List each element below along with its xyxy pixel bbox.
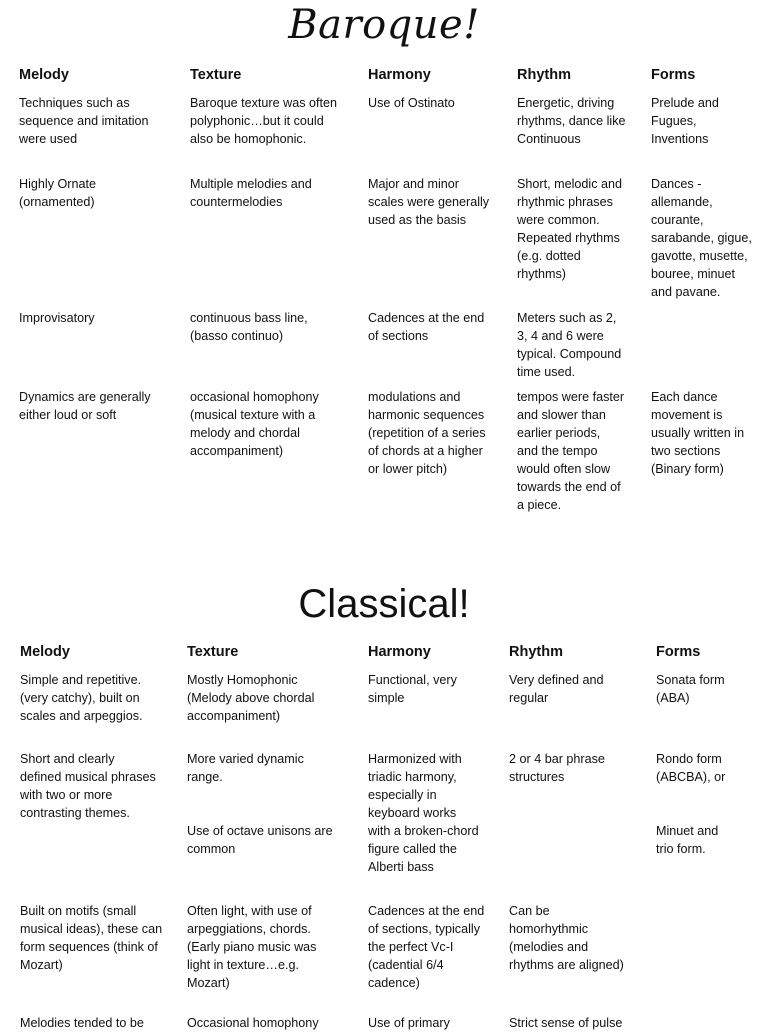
classical-cell-rhythm: Can be homorhythmic (melodies and rhythms are aligned) [509,904,624,972]
classical-cell-harmony: Cadences at the end of sections, typically the perfect Vc-I (cadential 6/4 cadence) [368,904,485,990]
baroque-cell-rhythm: tempos were faster and slower than earlier periods, and the tempo would often slow towards the end of a piece. [517,390,625,512]
classical-cell-texture: More varied dynamic range. [187,752,304,784]
classical-header-melody: Melody [20,644,70,660]
classical-cell-melody: Short and clearly defined musical phrases with two or more contrasting themes. [20,752,156,820]
baroque-header-rhythm: Rhythm [517,67,571,83]
classical-cell-forms: Rondo form (ABCBA), or [656,752,726,784]
baroque-cell-rhythm: Short, melodic and rhythmic phrases were common. Repeated rhythms (e.g. dotted rhythms) [517,177,623,281]
baroque-cell-melody: Techniques such as sequence and imitation were used [19,96,149,146]
classical-cell-harmony: Functional, very simple [368,673,457,705]
classical-cell-rhythm: Very defined and regular [509,673,604,705]
baroque-cell-forms: Dances - allemande, courante, sarabande, gigue, gavotte, musette, bouree, minuet and pavane. [651,177,752,299]
classical-title: Classical! [298,582,470,626]
classical-header-forms: Forms [656,644,701,660]
baroque-cell-forms: Prelude and Fugues, Inventions [651,96,719,146]
classical-header-texture: Texture [187,644,239,660]
classical-cell-texture: Mostly Homophonic (Melody above chordal accompaniment) [187,673,315,723]
baroque-cell-harmony: modulations and harmonic sequences (repetition of a series of chords at a higher or lower pitch) [368,390,486,476]
baroque-title: Baroque! [288,2,480,48]
baroque-cell-texture: continuous bass line, (basso continuo) [190,311,308,343]
classical-cell-forms: Minuet and trio form. [656,824,719,856]
baroque-cell-harmony: Major and minor scales were generally used as the basis [368,177,490,227]
baroque-cell-rhythm: Meters such as 2, 3, 4 and 6 were typical. Compound time used. [517,311,622,379]
classical-cell-forms: Sonata form (ABA) [656,673,725,705]
baroque-header-forms: Forms [651,67,696,83]
baroque-cell-melody: Highly Ornate (ornamented) [19,177,96,209]
classical-cell-melody: Melodies tended to be [20,1016,144,1030]
baroque-cell-harmony: Use of Ostinato [368,96,455,110]
classical-cell-texture: Occasional homophony [187,1016,319,1030]
classical-cell-harmony: Use of primary [368,1016,450,1030]
classical-header-rhythm: Rhythm [509,644,563,660]
baroque-cell-melody: Dynamics are generally either loud or soft [19,390,151,422]
classical-cell-texture: Use of octave unisons are common [187,824,333,856]
baroque-cell-rhythm: Energetic, driving rhythms, dance like Continuous [517,96,626,146]
baroque-header-harmony: Harmony [368,67,431,83]
classical-cell-rhythm: Strict sense of pulse [509,1016,623,1030]
baroque-header-texture: Texture [190,67,242,83]
baroque-cell-harmony: Cadences at the end of sections [368,311,485,343]
classical-header-harmony: Harmony [368,644,431,660]
classical-cell-harmony: Harmonized with triadic harmony, especially in keyboard works with a broken-chord figure called the Alberti bass [368,752,479,874]
classical-cell-rhythm: 2 or 4 bar phrase structures [509,752,605,784]
classical-cell-melody: Built on motifs (small musical ideas), these can form sequences (think of Mozart) [20,904,163,972]
baroque-cell-texture: Baroque texture was often polyphonic…but it could also be homophonic. [190,96,338,146]
baroque-header-melody: Melody [19,67,69,83]
baroque-cell-forms: Each dance movement is usually written in two sections (Binary form) [651,390,745,476]
classical-cell-melody: Simple and repetitive. (very catchy), built on scales and arpeggios. [20,673,143,723]
classical-cell-texture: Often light, with use of arpeggiations, chords. (Early piano music was light in texture…e.g. Mozart) [187,904,317,990]
baroque-cell-texture: Multiple melodies and countermelodies [190,177,312,209]
baroque-cell-melody: Improvisatory [19,311,95,325]
baroque-cell-texture: occasional homophony (musical texture with a melody and chordal accompaniment) [190,390,319,458]
